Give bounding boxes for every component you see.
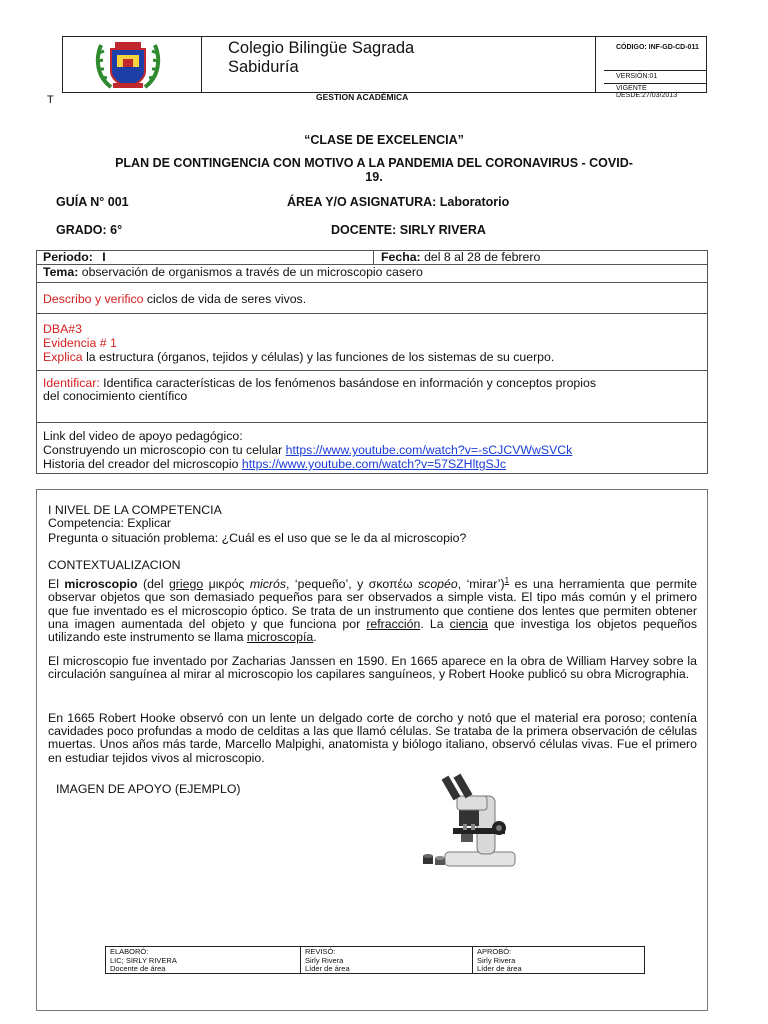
divider [37, 282, 707, 283]
period-label: Periodo: [43, 250, 93, 264]
subject [287, 195, 509, 209]
signature-aprobo [477, 948, 522, 974]
divider [37, 370, 707, 371]
document-version: VERSIÓN:01 [616, 73, 658, 80]
evidence-number: Evidencia # 1 [43, 336, 117, 350]
divider [604, 83, 707, 84]
microscope-image [417, 766, 527, 874]
identify-block [43, 377, 703, 403]
school-crest-icon [93, 39, 163, 91]
dba-code: DBA#3 [43, 322, 82, 336]
signature-title: Líder de área [477, 964, 522, 973]
text-run: , ‘mirar’) [457, 577, 505, 592]
stray-mark: T [47, 94, 54, 106]
divider [373, 251, 374, 264]
info-table [36, 250, 708, 474]
signature-name: Sirly Rivera [477, 955, 516, 965]
identify-text: Identifica características de los fenómenos basándose en información y conceptos propios [103, 376, 596, 390]
topic-label: Tema: [43, 265, 79, 279]
text-run: μικρός [203, 577, 250, 592]
class-title: “CLASE DE EXCELENCIA” [304, 133, 464, 147]
date-value: del 8 al 28 de febrero [424, 250, 541, 264]
video-2-link[interactable]: https://www.youtube.com/watch?v=57SZHltgSJc [241, 457, 507, 471]
video-link-2-row [43, 458, 506, 471]
identify-label: Identificar: [43, 376, 100, 390]
topic [43, 266, 423, 279]
divider [37, 422, 707, 423]
signature-reviso [305, 948, 350, 974]
describe-line [43, 293, 306, 306]
explain-label: Explica [43, 350, 83, 364]
signature-role: REVISÓ: [305, 947, 336, 956]
describe-text: ciclos de vida de seres vivos. [146, 292, 307, 306]
plan-title-line2: 19. [365, 170, 383, 184]
plan-title-line1: PLAN DE CONTINGENCIA CON MOTIVO A LA PANDEMIA DEL CORONAVIRUS - COVID- [115, 156, 633, 170]
problem-question: Pregunta o situación problema: ¿Cuál es el uso que se le da al microscopio? [48, 531, 467, 545]
text-run: . [313, 629, 317, 644]
signature-name: Sirly Rivera [305, 955, 344, 965]
competence: Competencia: Explicar [48, 516, 172, 530]
divider [604, 70, 707, 71]
document-code: CÓDIGO: INF-GD-CD-011 [616, 44, 699, 51]
logo-cell [63, 37, 202, 92]
divider [472, 947, 473, 973]
paragraph-2: El microscopio fue inventado por Zacharias Janssen en 1590. En 1665 aparece en la obra de William Harvey sobre la circulación sanguínea al mirar al microscopio los capilares sanguíneos, y Robert Hooke publicó su obra Micrographia. [48, 654, 697, 682]
guide-number: GUÍA N° 001 [56, 195, 129, 209]
explain-text: la estructura (órganos, tejidos y células) y las funciones de los sistemas de su cuerpo. [86, 350, 555, 364]
content-box [36, 489, 708, 1011]
signature-table [105, 946, 645, 974]
signature-title: Líder de área [305, 964, 350, 973]
explain-line [43, 351, 554, 364]
paragraph-3: En 1665 Robert Hooke observó con un lente un delgado corte de corcho y notó que el material era poroso; contenía cavidades poco profundas a modo de celditas a las que llamó células. Se trataba de la primera observación de células muertas. Unos años más tarde, Marcello Malpighi, anatomista y biólogo italiano, observó células vivas. Fue el primero en estudiar tejidos vivos al microscopio. [48, 711, 697, 765]
video-1-description: Construyendo un microscopio con tu celular [43, 443, 283, 457]
link-ciencia[interactable]: ciencia [449, 616, 488, 631]
text-run: que investiga los objetos pequeños utilizando este instrumento se llama [48, 616, 697, 644]
signature-role: ELABORÓ: [110, 947, 149, 956]
support-image-label: IMAGEN DE APOYO (EJEMPLO) [56, 782, 241, 796]
plan-title [48, 156, 700, 184]
valid-from: VIGENTE DESDE:27/03/2013 [616, 85, 678, 99]
link-refraccion[interactable]: refracción [366, 616, 421, 631]
divider [37, 313, 707, 314]
identify-line2: del conocimiento científico [43, 389, 188, 403]
divider [300, 947, 301, 973]
document-meta-cell [596, 37, 707, 99]
topic-value: observación de organismos a través de un microscopio casero [81, 265, 423, 279]
competence-level: I NIVEL DE LA COMPETENCIA [48, 503, 222, 517]
text-run: . La [420, 616, 450, 631]
signature-name: LIC; SIRLY RIVERA [110, 955, 177, 965]
text-run: (del [137, 577, 169, 592]
text-run: , ‘pequeño’, y σκοπέω [286, 577, 419, 592]
school-name: Colegio Bilingüe Sagrada Sabiduría [228, 39, 415, 76]
video-2-description: Historia del creador del microscopio [43, 457, 239, 471]
term-italic: micrós [249, 577, 287, 592]
teacher: DOCENTE: SIRLY RIVERA [331, 223, 486, 237]
signature-elaboro [110, 948, 177, 974]
subject-value: Laboratorio [439, 195, 510, 209]
link-microscopia[interactable]: microscopía [246, 629, 314, 644]
text-run: El [48, 577, 65, 592]
paragraph-1 [48, 574, 697, 644]
term-italic: scopéo [418, 577, 458, 592]
text-run: es una herramienta que permite observar objetos que son demasiado pequeños para ser observados a simple vista. El tipo más común y el primero que fue inventado es el microscopio óptico. Se trata de un instrumento que contiene dos lentes que permiten obtener una imagen aumentada del objeto y que funciona por [48, 577, 697, 631]
signature-role: APROBÓ: [477, 947, 512, 956]
link-griego[interactable]: griego [168, 577, 204, 592]
footnote-link[interactable]: 1 [504, 576, 510, 585]
video-1-link[interactable]: https://www.youtube.com/watch?v=-sCJCVWwSVCk [285, 443, 573, 457]
subject-label: ÁREA Y/O ASIGNATURA: [287, 195, 437, 209]
period [43, 251, 106, 264]
period-value: I [102, 250, 106, 264]
video-title: Link del video de apoyo pedagógico: [43, 429, 243, 443]
date-label: Fecha: [381, 250, 421, 264]
term-bold: microscopio [64, 577, 138, 592]
school-name-cell [202, 37, 596, 92]
department-label: GESTION ACADÉMICA [316, 92, 409, 102]
date [381, 251, 540, 264]
signature-title: Docente de área [110, 964, 166, 973]
grade: GRADO: 6° [56, 223, 123, 237]
describe-label: Describo y verifico [43, 292, 144, 306]
context-title: CONTEXTUALIZACION [48, 558, 181, 572]
video-link-1-row [43, 444, 572, 457]
